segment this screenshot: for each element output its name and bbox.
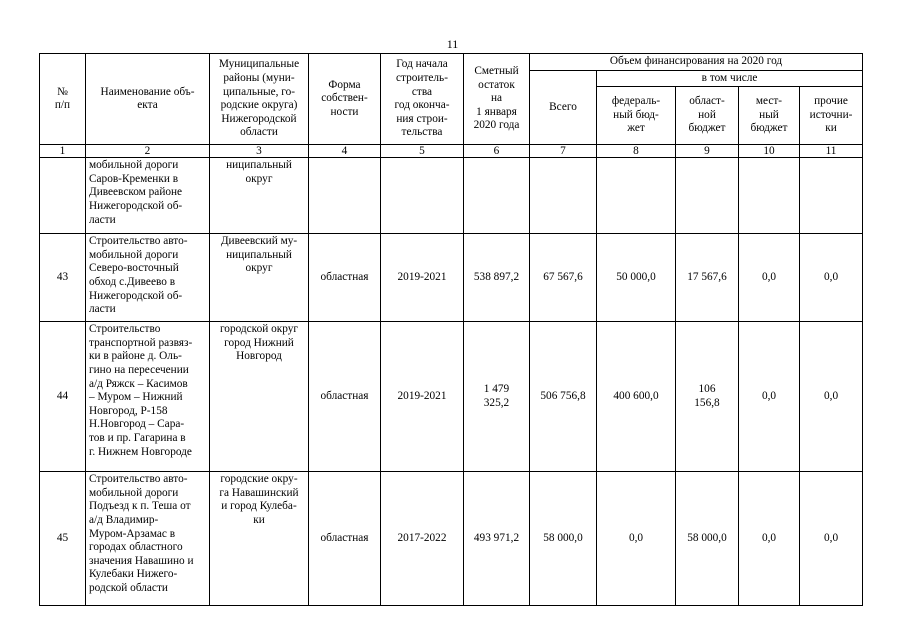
header-num: № п/п xyxy=(40,54,86,145)
cell-other: 0,0 xyxy=(800,234,863,322)
column-number-row xyxy=(40,145,863,158)
cell-years: 2017-2022 xyxy=(381,472,464,606)
cell-total xyxy=(530,158,597,234)
cell-ownership: областная xyxy=(309,472,381,606)
column-number: 4 xyxy=(309,145,381,158)
column-number: 3 xyxy=(210,145,309,158)
table-row xyxy=(40,158,863,234)
cell-regional: 17 567,6 xyxy=(676,234,739,322)
cell-object-name: Строительство транспортной развяз- ки в районе д. Оль- гино на пересечении а/д Ряжск – Касимов – Муром – Нижний Новгород, Р-158 Н.Новгород – Сара- тов и пр. Гагарина в г. Нижнем Новгороде xyxy=(86,322,210,472)
cell-total: 506 756,8 xyxy=(530,322,597,472)
cell-years: 2019-2021 xyxy=(381,322,464,472)
column-number: 7 xyxy=(530,145,597,158)
header-total: Всего xyxy=(530,70,597,145)
column-number: 6 xyxy=(464,145,530,158)
header-balance: Сметный остаток на 1 января 2020 года xyxy=(464,54,530,145)
column-number: 10 xyxy=(739,145,800,158)
cell-total: 67 567,6 xyxy=(530,234,597,322)
cell-ownership xyxy=(309,158,381,234)
cell-regional: 106 156,8 xyxy=(676,322,739,472)
column-number: 2 xyxy=(86,145,210,158)
cell-federal xyxy=(597,158,676,234)
cell-local xyxy=(739,158,800,234)
funding-table xyxy=(39,53,863,606)
header-including: в том числе xyxy=(597,70,863,87)
cell-district: городской округ город Нижний Новгород xyxy=(210,322,309,472)
cell-local: 0,0 xyxy=(739,322,800,472)
header-name: Наименование объ- екта xyxy=(86,54,210,145)
cell-federal: 400 600,0 xyxy=(597,322,676,472)
cell-regional xyxy=(676,158,739,234)
column-number: 8 xyxy=(597,145,676,158)
cell-balance: 493 971,2 xyxy=(464,472,530,606)
cell-balance: 1 479 325,2 xyxy=(464,322,530,472)
cell-object-name: Строительство авто- мобильной дороги Подъезд к п. Теша от а/д Владимир- Муром-Арзамас в городах областного значения Навашино и Кулебаки Нижего- родской области xyxy=(86,472,210,606)
column-number: 11 xyxy=(800,145,863,158)
cell-other: 0,0 xyxy=(800,322,863,472)
header-years: Год начала строитель- ства год оконча- ния строи- тельства xyxy=(381,54,464,145)
cell-num: 43 xyxy=(40,234,86,322)
table-row xyxy=(40,234,863,322)
cell-years xyxy=(381,158,464,234)
table-row xyxy=(40,322,863,472)
cell-ownership: областная xyxy=(309,322,381,472)
header-funding-group: Объем финансирования на 2020 год xyxy=(530,54,863,71)
cell-total: 58 000,0 xyxy=(530,472,597,606)
cell-regional: 58 000,0 xyxy=(676,472,739,606)
cell-district: Дивеевский му- ниципальный округ xyxy=(210,234,309,322)
header-other: прочие источни- ки xyxy=(800,87,863,145)
cell-local: 0,0 xyxy=(739,234,800,322)
cell-num xyxy=(40,158,86,234)
cell-num: 44 xyxy=(40,322,86,472)
cell-district: ниципальный округ xyxy=(210,158,309,234)
cell-district: городские окру- га Навашинский и город Кулеба- ки xyxy=(210,472,309,606)
cell-years: 2019-2021 xyxy=(381,234,464,322)
cell-other: 0,0 xyxy=(800,472,863,606)
header-federal: федераль- ный бюд- жет xyxy=(597,87,676,145)
header-ownership: Форма собствен- ности xyxy=(309,54,381,145)
cell-local: 0,0 xyxy=(739,472,800,606)
column-number: 5 xyxy=(381,145,464,158)
column-number: 9 xyxy=(676,145,739,158)
cell-num: 45 xyxy=(40,472,86,606)
header-local: мест- ный бюджет xyxy=(739,87,800,145)
table-row xyxy=(40,472,863,606)
header-regional: област- ной бюджет xyxy=(676,87,739,145)
cell-balance xyxy=(464,158,530,234)
page-number: 11 xyxy=(446,37,459,51)
column-number: 1 xyxy=(40,145,86,158)
cell-object-name: Строительство авто- мобильной дороги Северо-восточный обход с.Дивеево в Нижегородской об- ласти xyxy=(86,234,210,322)
header-district: Муниципальные районы (муни- ципальные, го- родские округа) Нижегородской области xyxy=(210,54,309,145)
cell-ownership: областная xyxy=(309,234,381,322)
cell-object-name: мобильной дороги Саров-Кременки в Дивеевском районе Нижегородской об- ласти xyxy=(86,158,210,234)
cell-other xyxy=(800,158,863,234)
cell-federal: 50 000,0 xyxy=(597,234,676,322)
cell-balance: 538 897,2 xyxy=(464,234,530,322)
cell-federal: 0,0 xyxy=(597,472,676,606)
